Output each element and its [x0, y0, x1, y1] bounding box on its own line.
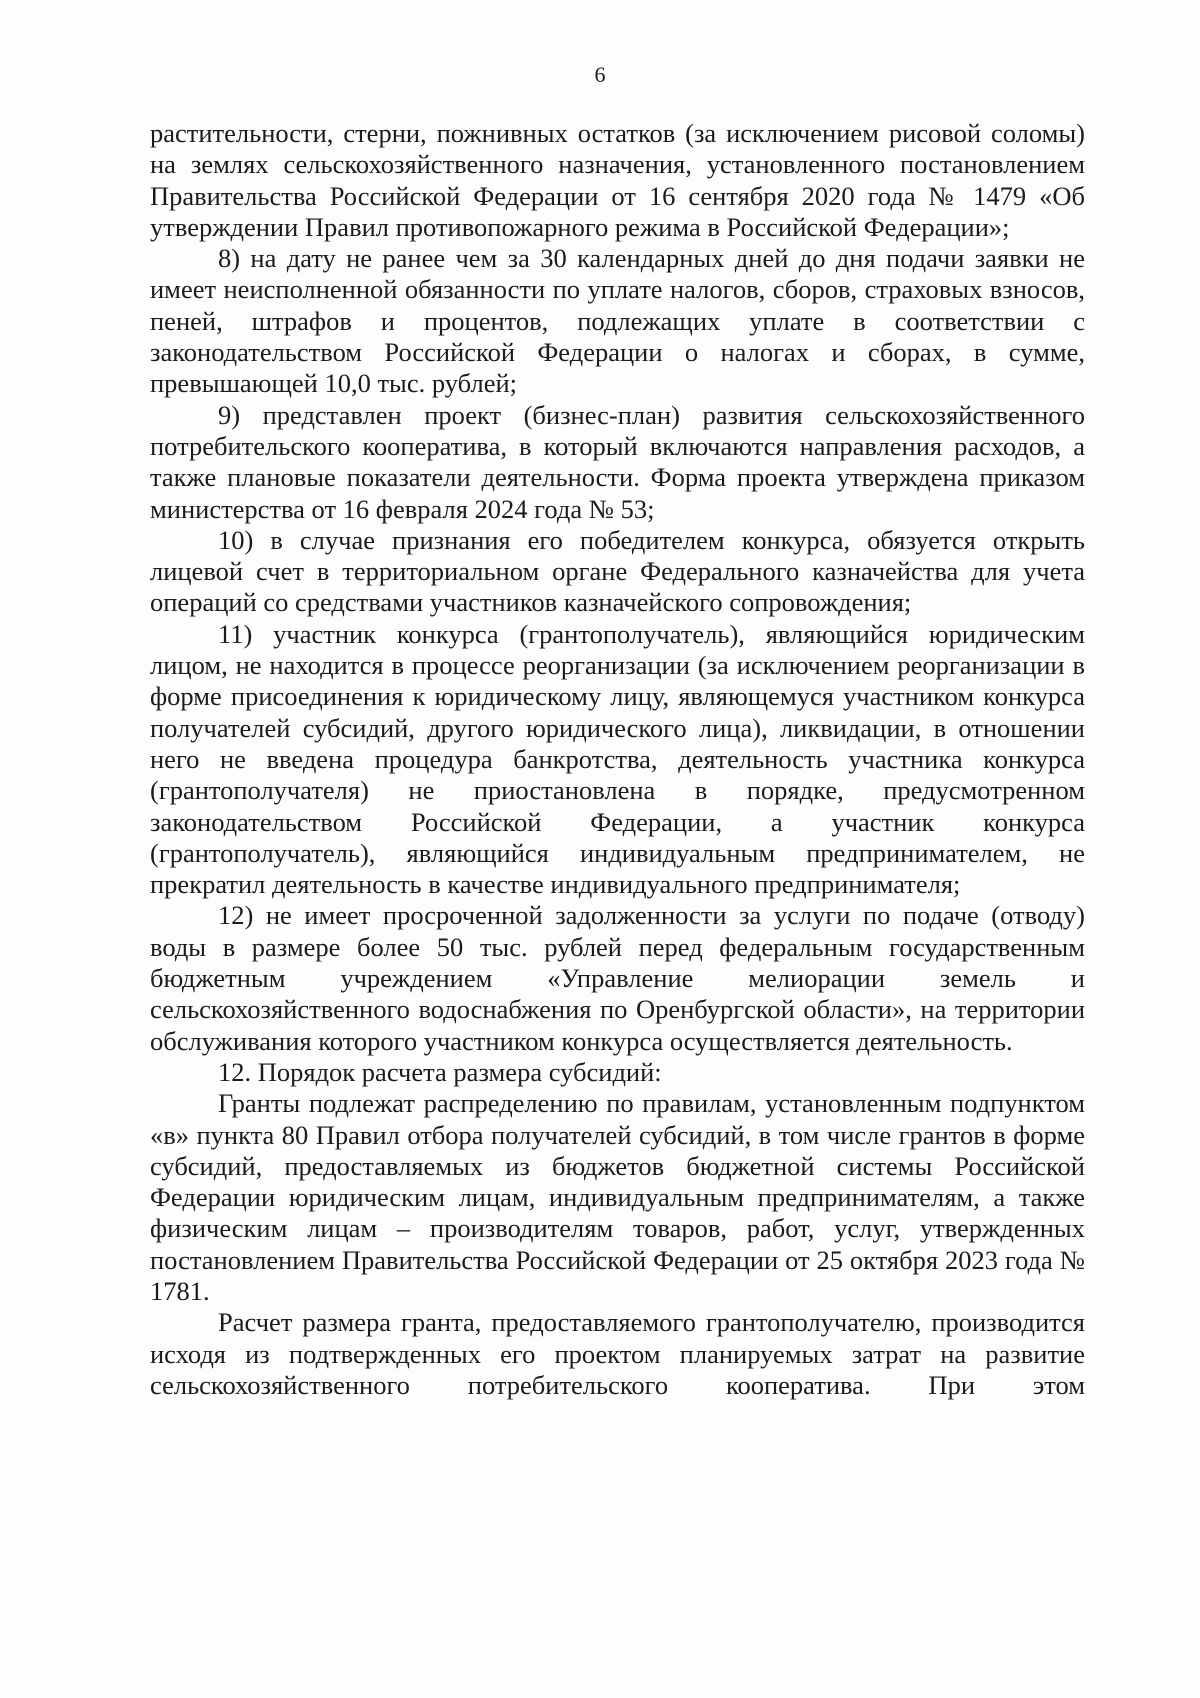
paragraph-item-11-reorganization: 11) участник конкурса (грантополучатель), являющийся юридическим лицом, не находится в процессе реорганизации (за исключением реорганизации в форме присоединения к юридическому лицу, являющемуся участником конкурса получателей субсидий, другого юридического лица), ликвидации, в отношении него не введена процедура банкротства, деятельность участника конкурса (грантополучателя) не приостановлена в порядке, предусмотренном законодательством Российской Федерации, а участник конкурса (грантополучатель), являющийся индивидуальным предпринимателем, не прекратил деятельность в качестве индивидуального предпринимателя;	[150, 618, 1085, 900]
page-number: 6	[594, 62, 606, 87]
paragraph-item-12-water-debt: 12) не имеет просроченной задолженности за услуги по подаче (отводу) воды в размере более 50 тыс. рублей перед федеральным государственным бюджетным учреждением «Управление мелиорации земель и сельскохозяйственного водоснабжения по Оренбургской области», на территории обслуживания которого участником конкурса осуществляется деятельность.	[150, 900, 1085, 1056]
section-12-heading: 12. Порядок расчета размера субсидий:	[218, 1056, 662, 1087]
paragraph-item-9-business-plan: 9) представлен проект (бизнес-план) развития сельскохозяйственного потребительского кооператива, в который включаются направления расходов, а также плановые показатели деятельности. Форма проекта утверждена приказом министерства от 16 февраля 2024 года № 53;	[150, 399, 1085, 524]
paragraph-fire-regime-continuation: растительности, стерни, пожнивных остатков (за исключением рисовой соломы) на землях сельскохозяйственного назначения, установленного постановлением Правительства Российской Федерации от 16 сентября 2020 года № 1479 «Об утверждении Правил противопожарного режима в Российской Федерации»;	[150, 118, 1085, 242]
document-body	[150, 118, 1085, 1401]
paragraph-item-10-treasury-account: 10) в случае признания его победителем конкурса, обязуется открыть лицевой счет в территориальном органе Федерального казначейства для учета операций со средствами участников казначейского сопровождения;	[150, 524, 1085, 618]
paragraph-grant-distribution-rules: Гранты подлежат распределению по правилам, установленным подпунктом «в» пункта 80 Правил отбора получателей субсидий, в том числе грантов в форме субсидий, предоставляемых из бюджетов бюджетной системы Российской Федерации юридическим лицам, индивидуальным предпринимателям, а также физическим лицам – производителям товаров, работ, услуг, утвержденных постановлением Правительства Российской Федерации от 25 октября 2023 года № 1781.	[150, 1088, 1085, 1306]
paragraph-item-8-tax-obligations: 8) на дату не ранее чем за 30 календарных дней до дня подачи заявки не имеет неисполненной обязанности по уплате налогов, сборов, страховых взносов, пеней, штрафов и процентов, подлежащих уплате в соответствии с законодательством Российской Федерации о налогах и сборах, в сумме, превышающей 10,0 тыс. рублей;	[150, 243, 1085, 399]
paragraph-grant-size-calculation: Расчет размера гранта, предоставляемого грантополучателю, производится исходя из подтвержденных его проектом планируемых затрат на развитие сельскохозяйственного потребительского кооператива. При этом	[150, 1307, 1085, 1400]
